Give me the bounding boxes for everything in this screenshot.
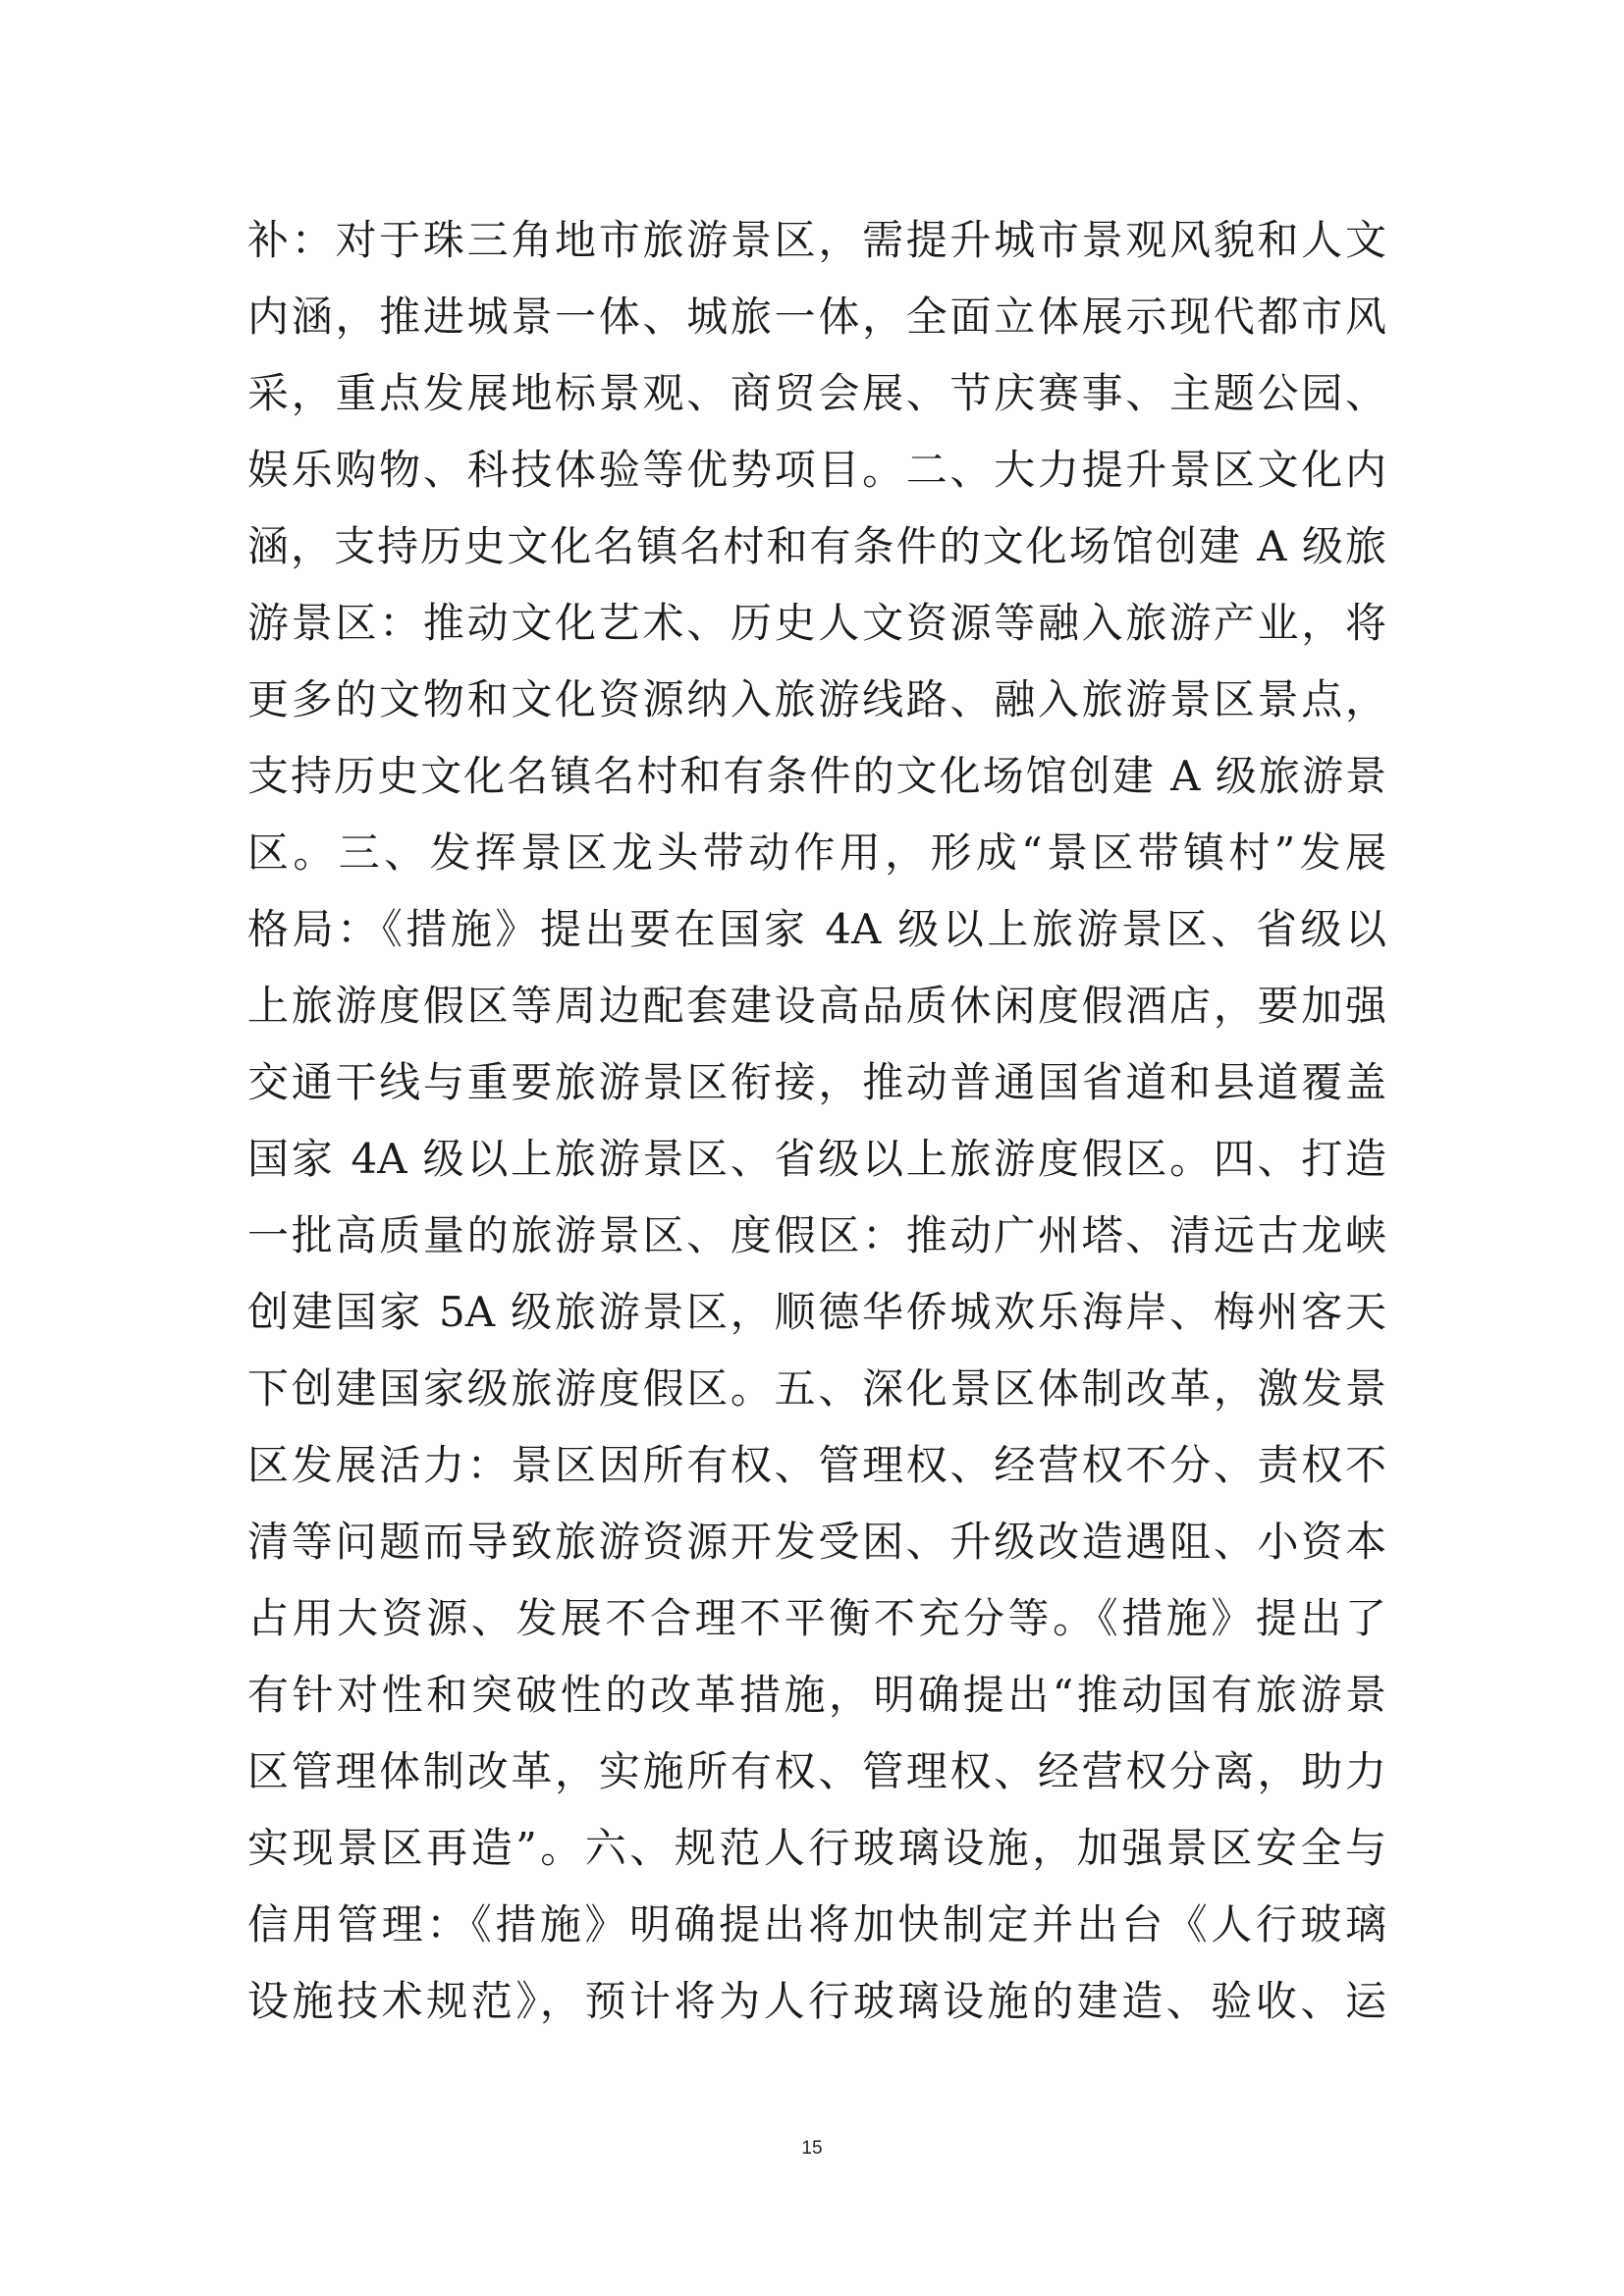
text-line: 实现景区再造”。六、规范人行玻璃设施，加强景区安全与 — [247, 1824, 1386, 1872]
text-line: 格局：《措施》提出要在国家 4A 级以上旅游景区、省级以 — [247, 905, 1386, 953]
text-line: 设施技术规范》，预计将为人行玻璃设施的建造、验收、运 — [247, 1977, 1386, 2025]
body-text — [247, 202, 1386, 2040]
page-number: 15 — [801, 2138, 823, 2159]
text-line: 占用大资源、发展不合理不平衡不充分等。《措施》提出了 — [247, 1594, 1386, 1642]
text-line: 涵，支持历史文化名镇名村和有条件的文化场馆创建 A 级旅 — [247, 522, 1386, 570]
text-line: 采，重点发展地标景观、商贸会展、节庆赛事、主题公园、 — [247, 369, 1386, 417]
text-line: 创建国家 5A 级旅游景区，顺德华侨城欢乐海岸、梅州客天 — [247, 1288, 1386, 1336]
text-line: 一批高质量的旅游景区、度假区：推动广州塔、清远古龙峡 — [247, 1211, 1386, 1259]
text-line: 上旅游度假区等周边配套建设高品质休闲度假酒店，要加强 — [247, 982, 1386, 1030]
text-line: 区发展活力：景区因所有权、管理权、经营权不分、责权不 — [247, 1441, 1386, 1489]
text-line: 娱乐购物、科技体验等优势项目。二、大力提升景区文化内 — [247, 446, 1386, 494]
text-line: 更多的文物和文化资源纳入旅游线路、融入旅游景区景点， — [247, 675, 1386, 723]
text-line: 支持历史文化名镇名村和有条件的文化场馆创建 A 级旅游景 — [247, 752, 1386, 800]
text-line: 内涵，推进城景一体、城旅一体，全面立体展示现代都市风 — [247, 293, 1386, 341]
text-line: 游景区：推动文化艺术、历史人文资源等融入旅游产业，将 — [247, 599, 1386, 647]
text-line: 国家 4A 级以上旅游景区、省级以上旅游度假区。四、打造 — [247, 1135, 1386, 1183]
text-line: 下创建国家级旅游度假区。五、深化景区体制改革，激发景 — [247, 1364, 1386, 1413]
text-line: 清等问题而导致旅游资源开发受困、升级改造遇阻、小资本 — [247, 1518, 1386, 1566]
text-line: 区管理体制改革，实施所有权、管理权、经营权分离，助力 — [247, 1747, 1386, 1795]
text-line: 有针对性和突破性的改革措施，明确提出“推动国有旅游景 — [247, 1671, 1386, 1719]
text-line: 补：对于珠三角地市旅游景区，需提升城市景观风貌和人文 — [247, 216, 1386, 264]
text-line: 区。三、发挥景区龙头带动作用，形成“景区带镇村”发展 — [247, 828, 1386, 877]
text-line: 信用管理：《措施》明确提出将加快制定并出台《人行玻璃 — [247, 1900, 1386, 1949]
text-line: 交通干线与重要旅游景区衔接，推动普通国省道和县道覆盖 — [247, 1058, 1386, 1106]
